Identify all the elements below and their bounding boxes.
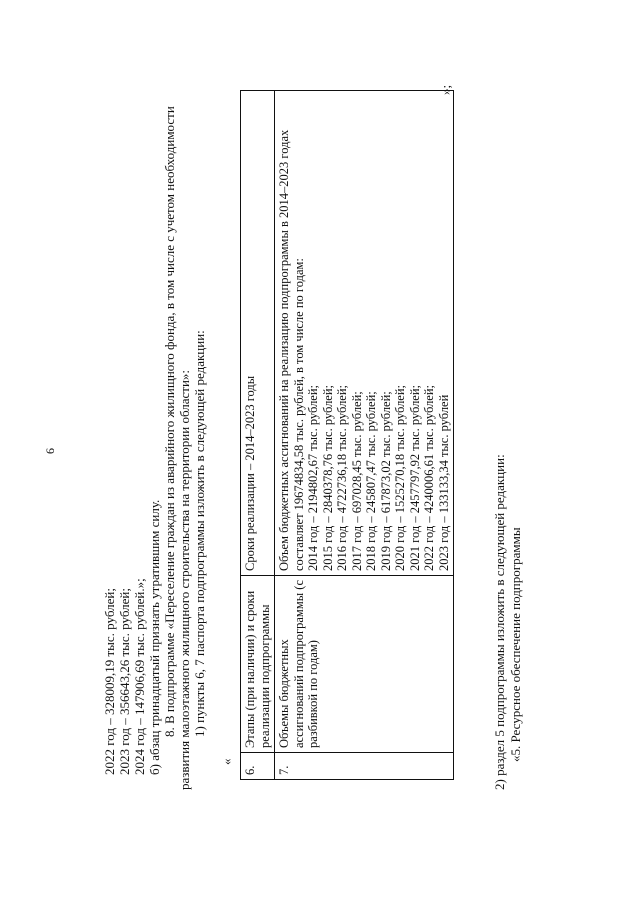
row-7-years-list — [306, 95, 451, 571]
top-line-2022: 2022 год – 328009,19 тыс. рублей; — [102, 588, 117, 775]
item-1-text: 1) пункты 6, 7 паспорта подпрограммы изложить в следующей редакции: — [192, 330, 207, 737]
row-6-label: Этапы (при наличии) и сроки реализации подпрограммы — [241, 576, 275, 753]
page-number: 9 — [43, 448, 58, 454]
opening-quote: « — [219, 758, 234, 765]
paragraph-8-line-1: 8. В подпрограмме «Переселение граждан из аварийного жилищного фонда, в том числе с учетом необходимости — [162, 106, 177, 737]
year-line-2019: 2019 год – 617873,02 тыс. рублей; — [378, 391, 393, 571]
year-line-2016: 2016 год – 4722736,18 тыс. рублей; — [335, 384, 349, 571]
paragraph-8-line-2: развития малоэтажного жилищного строительства на территории области»: — [177, 369, 192, 790]
row-7-label: Объемы бюджетных ассигнований подпрограммы (с разбивкой по годам) — [275, 576, 454, 753]
top-line-2024: 2024 год – 147906,69 тыс. рублей.»; — [132, 578, 147, 775]
row-6-value: Сроки реализации – 2014–2023 годы — [241, 91, 275, 576]
section-5-heading: «5. Ресурсное обеспечение подпрограммы — [508, 527, 523, 762]
top-line-2023: 2023 год – 356643,26 тыс. рублей; — [117, 588, 132, 775]
year-line-2018: 2018 год – 245807,47 тыс. рублей; — [364, 391, 378, 571]
year-line-2021: 2021 год – 2457797,92 тыс. рублей; — [407, 384, 422, 571]
row-7-number: 7. — [275, 753, 454, 780]
year-line-2015: 2015 год – 2840378,76 тыс. рублей; — [320, 384, 335, 571]
year-line-2023: 2023 год – 133133,34 тыс. рублей — [436, 394, 451, 571]
top-line-abzac: б) абзац тринадцатый признать утратившим силу. — [147, 499, 162, 775]
table-row-7 — [275, 91, 454, 780]
rotated-document-body — [100, 20, 530, 885]
row-7-intro: Объем бюджетных ассигнований на реализацию подпрограммы в 2014–2023 годах составляет 19674834,58 тыс. рублей, в том числе по годам: — [277, 129, 306, 571]
closing-quote: »; — [438, 84, 453, 95]
year-line-2022: 2022 год – 4240006,61 тыс. рублей; — [422, 384, 436, 571]
table-row-6 — [241, 91, 275, 780]
item-2-text: 2) раздел 5 подпрограммы изложить в следующей редакции: — [492, 454, 507, 790]
year-line-2014: 2014 год – 2194802,67 тыс. рублей; — [306, 384, 320, 571]
row-7-value — [275, 91, 454, 576]
year-line-2017: 2017 год – 697028,45 тыс. рублей; — [349, 391, 364, 571]
row-6-number: 6. — [241, 753, 275, 780]
passport-table — [240, 90, 454, 780]
year-line-2020: 2020 год – 1525270,18 тыс. рублей; — [393, 384, 407, 571]
